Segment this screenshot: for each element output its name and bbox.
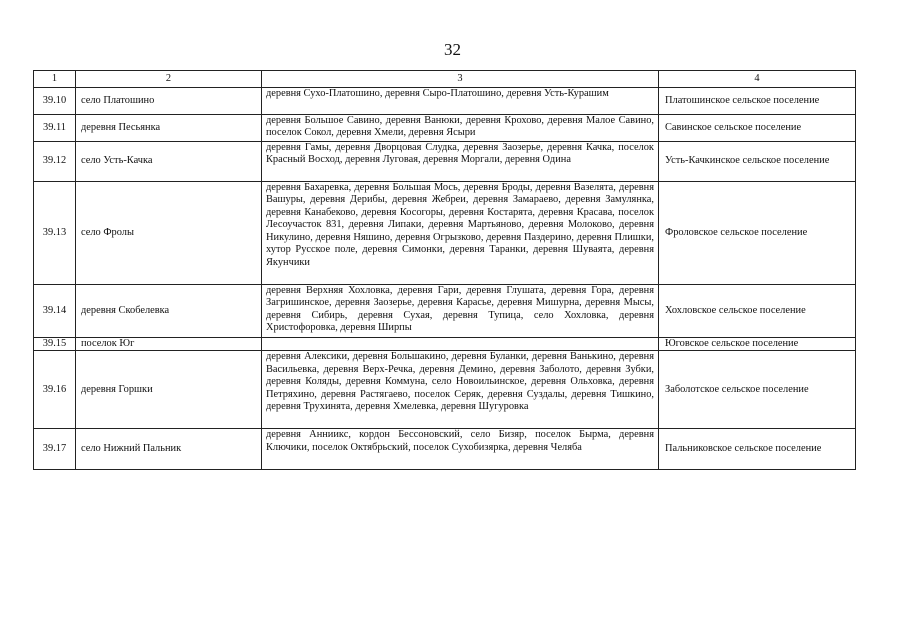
table-row [34, 115, 856, 142]
center-name: село Платошино [76, 88, 262, 115]
center-name: поселок Юг [76, 338, 262, 351]
settlement-name: Хохловское сельское поселение [659, 285, 856, 338]
settlement-name: Юговское сельское поселение [659, 338, 856, 351]
row-number: 39.11 [34, 115, 76, 142]
villages-list: деревня Сухо-Платошино, деревня Сыро-Платошино, деревня Усть-Курашим [262, 88, 659, 115]
table-row [34, 338, 856, 351]
row-number: 39.16 [34, 351, 76, 429]
villages-list: деревня Большое Савино, деревня Ванюки, деревня Крохово, деревня Малое Савино, поселок Сокол, деревня Хмели, деревня Ясыри [262, 115, 659, 142]
row-number: 39.10 [34, 88, 76, 115]
page-number: 32 [444, 40, 461, 59]
settlements-table [33, 70, 856, 470]
settlement-name: Савинское сельское поселение [659, 115, 856, 142]
center-name: деревня Горшки [76, 351, 262, 429]
settlement-name: Усть-Качкинское сельское поселение [659, 142, 856, 182]
settlement-name: Пальниковское сельское поселение [659, 429, 856, 470]
column-header-4: 4 [659, 71, 856, 88]
row-number: 39.17 [34, 429, 76, 470]
row-number: 39.14 [34, 285, 76, 338]
row-number: 39.15 [34, 338, 76, 351]
villages-list: деревня Алексики, деревня Большакино, деревня Буланки, деревня Ванькино, деревня Васильевка, деревня Верх-Речка, деревня Демино, деревня Заболото, деревня Зубки, деревня Коляды, деревня Коммуна, село Новоильинское, деревня Ольховка, деревня Петряхино, деревня Растягаево, поселок Серяк, деревня Суздалы, деревня Тишкино, деревня Трухинята, деревня Хмелевка, деревня Шугуровка [262, 351, 659, 429]
center-name: село Фролы [76, 182, 262, 285]
row-number: 39.12 [34, 142, 76, 182]
row-number: 39.13 [34, 182, 76, 285]
column-header-1: 1 [34, 71, 76, 88]
villages-list: деревня Верхняя Хохловка, деревня Гари, деревня Глушата, деревня Гора, деревня Загришинское, деревня Заозерье, деревня Карасье, деревня Мишурна, деревня Мысы, деревня Сибирь, деревня Сухая, деревня Тупица, село Хохловка, деревня Христофоровка, деревня Ширпы [262, 285, 659, 338]
table-row [34, 142, 856, 182]
table-row [34, 285, 856, 338]
table-header-row [34, 71, 856, 88]
table-row [34, 351, 856, 429]
center-name: село Нижний Пальник [76, 429, 262, 470]
column-header-2: 2 [76, 71, 262, 88]
column-header-3: 3 [262, 71, 659, 88]
table-row [34, 182, 856, 285]
villages-list: деревня Бахаревка, деревня Большая Мось, деревня Броды, деревня Вазелята, деревня Вашуры, деревня Дерибы, деревня Жебреи, деревня Замараево, деревня Замулянка, деревня Канабеково, деревня Косогоры, деревня Костарята, деревня Красава, поселок Лесоучасток 831, деревня Липаки, деревня Мартьяново, деревня Молоково, деревня Никулино, деревня Няшино, деревня Огрызково, деревня Паздерино, деревня Плишки, хутор Русское поле, деревня Симонки, деревня Таранки, деревня Шуваята, деревня Якунчики [262, 182, 659, 285]
center-name: деревня Скобелевка [76, 285, 262, 338]
villages-list [262, 338, 659, 351]
settlement-name: Платошинское сельское поселение [659, 88, 856, 115]
settlement-name: Фроловское сельское поселение [659, 182, 856, 285]
center-name: село Усть-Качка [76, 142, 262, 182]
table-row [34, 88, 856, 115]
center-name: деревня Песьянка [76, 115, 262, 142]
settlement-name: Заболотское сельское поселение [659, 351, 856, 429]
villages-list: деревня Гамы, деревня Дворцовая Слудка, деревня Заозерье, деревня Качка, поселок Красный Восход, деревня Луговая, деревня Моргали, деревня Одина [262, 142, 659, 182]
villages-list: деревня Анниикс, кордон Бессоновский, село Бизяр, поселок Бырма, деревня Ключики, поселок Октябрьский, поселок Сухобизярка, деревня Челяба [262, 429, 659, 470]
table-row [34, 429, 856, 470]
